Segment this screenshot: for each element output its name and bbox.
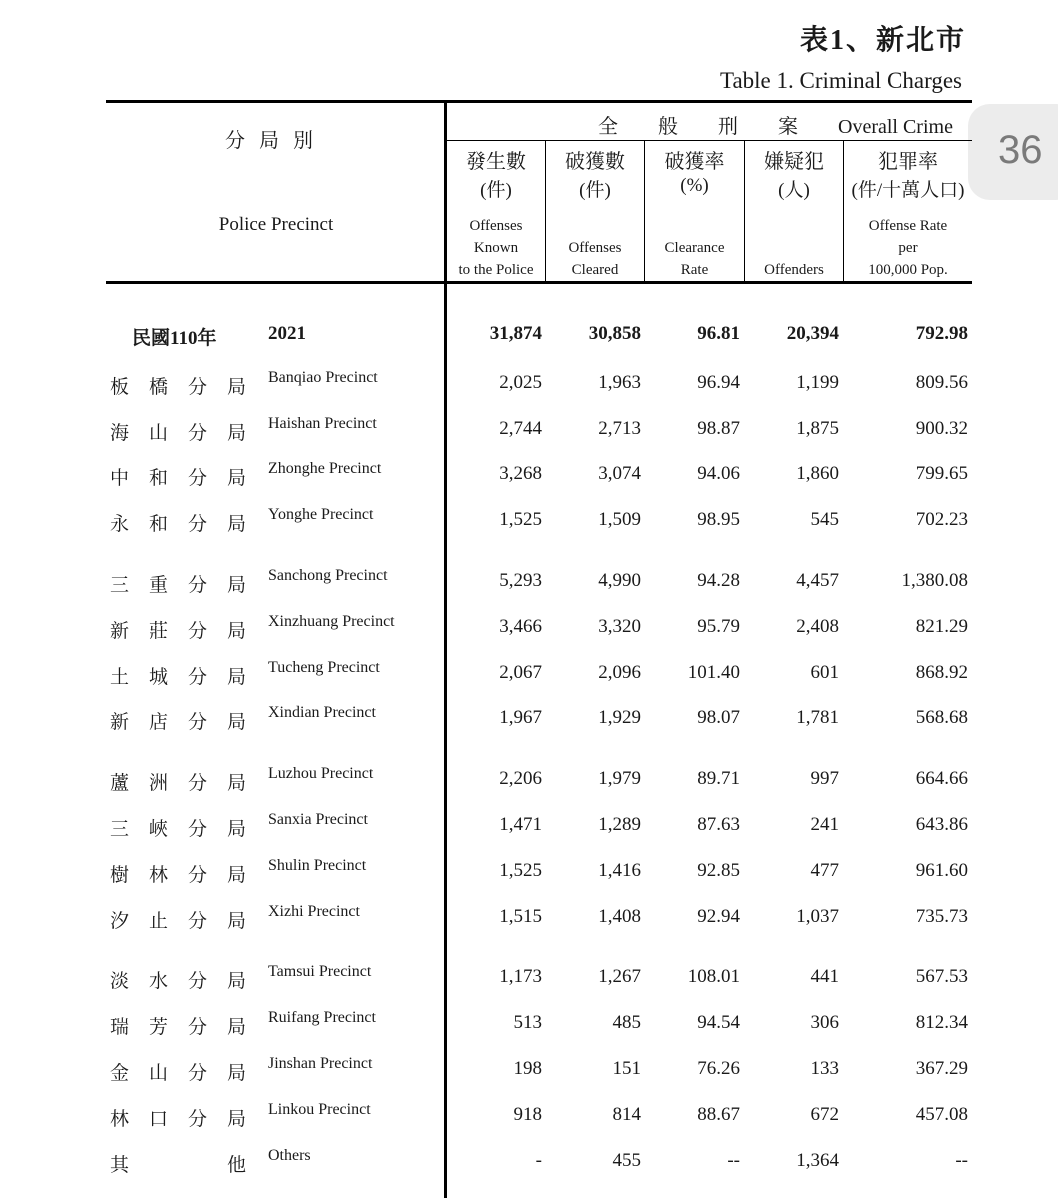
cell-offenses-cleared: 2,096 <box>598 662 641 683</box>
precinct-name-char: 分 <box>187 911 207 932</box>
precinct-name-char: 和 <box>148 514 168 535</box>
precinct-name-char: 口 <box>148 1109 168 1130</box>
precinct-name-zh <box>110 1012 246 1039</box>
precinct-name-char: 林 <box>148 865 168 886</box>
precinct-name-char: 局 <box>226 377 246 398</box>
cell-clearance-rate: 98.95 <box>697 509 740 530</box>
cell-offenses-known: 5,293 <box>499 570 542 591</box>
precinct-name-en: Luzhou Precinct <box>268 765 374 782</box>
precinct-header-en: Police Precinct <box>218 214 334 235</box>
cell-offenses-cleared: 1,267 <box>598 966 641 987</box>
table-row <box>0 963 1058 996</box>
cell-offenders: 133 <box>810 1058 839 1079</box>
precinct-name-en: Sanchong Precinct <box>268 567 388 584</box>
cell-offenders: 1,860 <box>796 463 839 484</box>
precinct-name-char: 局 <box>226 621 246 642</box>
precinct-name-char: 局 <box>226 819 246 840</box>
table-title-en: Table 1. Criminal Charges <box>720 68 962 93</box>
total-offense-rate: 792.98 <box>915 323 968 344</box>
precinct-name-zh <box>110 814 246 841</box>
precinct-name-en: Xizhi Precinct <box>268 903 360 920</box>
table-row <box>0 1147 1058 1180</box>
cell-clearance-rate: 94.28 <box>697 570 740 591</box>
cell-offenders: 601 <box>810 662 839 683</box>
cell-offenses-cleared: 1,509 <box>598 509 641 530</box>
cell-clearance-rate: 92.94 <box>697 906 740 927</box>
cell-clearance-rate: 108.01 <box>687 966 740 987</box>
precinct-name-char: 永 <box>110 514 130 535</box>
total-clearance-rate: 96.81 <box>697 323 740 344</box>
precinct-name-char: 峽 <box>148 819 168 840</box>
cell-offenses-cleared: 151 <box>612 1058 641 1079</box>
column-header-unit: (件/十萬人口) <box>851 180 965 201</box>
cell-clearance-rate: 87.63 <box>697 814 740 835</box>
precinct-name-en: Xindian Precinct <box>268 704 376 721</box>
cell-clearance-rate: -- <box>727 1150 740 1171</box>
table-row <box>0 369 1058 402</box>
cell-offenses-cleared: 485 <box>612 1012 641 1033</box>
precinct-name-char: 三 <box>110 575 130 596</box>
column-header-offense-rate <box>844 145 972 281</box>
precinct-name-zh <box>110 1104 246 1131</box>
column-header-en <box>447 215 545 281</box>
precinct-name-char: 局 <box>226 773 246 794</box>
cell-offenses-cleared: 2,713 <box>598 418 641 439</box>
cell-offenders: 306 <box>810 1012 839 1033</box>
precinct-name-char: 蘆 <box>110 773 130 794</box>
cell-offenders: 241 <box>810 814 839 835</box>
table-row <box>0 857 1058 890</box>
cell-offenders: 1,781 <box>796 707 839 728</box>
precinct-name-char: 汐 <box>110 911 130 932</box>
precinct-name-char: 局 <box>226 1017 246 1038</box>
column-header-en <box>745 259 843 281</box>
table-row <box>0 704 1058 737</box>
table-row <box>0 460 1058 493</box>
table-row <box>0 506 1058 539</box>
column-header-en <box>844 215 972 281</box>
cell-offenses-known: 1,515 <box>499 906 542 927</box>
precinct-name-en: Sanxia Precinct <box>268 811 368 828</box>
cell-offenses-cleared: 3,320 <box>598 616 641 637</box>
cell-offenses-cleared: 1,416 <box>598 860 641 881</box>
precinct-name-zh <box>110 860 246 887</box>
precinct-name-char: 板 <box>110 377 130 398</box>
precinct-name-en: Ruifang Precinct <box>268 1009 376 1026</box>
precinct-name-char: 局 <box>226 468 246 489</box>
cell-offenses-cleared: 814 <box>612 1104 641 1125</box>
cell-offense-rate: 1,380.08 <box>901 570 968 591</box>
cell-offenders: 2,408 <box>796 616 839 637</box>
column-header-zh: 發生數 <box>466 151 526 173</box>
precinct-name-char: 金 <box>110 1063 130 1084</box>
column-header-en <box>546 237 644 281</box>
precinct-name-char: 瑞 <box>110 1017 130 1038</box>
cell-offenders: 477 <box>810 860 839 881</box>
precinct-name-en: Tucheng Precinct <box>268 659 380 676</box>
column-header-en-line: Offense Rate <box>868 218 948 234</box>
precinct-name-char: 局 <box>226 865 246 886</box>
precinct-name-char: 局 <box>226 712 246 733</box>
cell-offenses-known: 2,067 <box>499 662 542 683</box>
cell-offense-rate: 643.86 <box>915 814 968 835</box>
precinct-name-en: Banqiao Precinct <box>268 369 378 386</box>
table-top-rule <box>106 100 972 103</box>
precinct-name-char: 樹 <box>110 865 130 886</box>
column-header-en-line: Known <box>473 240 519 256</box>
total-row <box>0 323 1058 353</box>
column-header-en-line: Offenses <box>568 240 622 256</box>
column-header-en-line: 100,000 Pop. <box>868 262 948 278</box>
cell-clearance-rate: 76.26 <box>697 1058 740 1079</box>
precinct-name-char: 水 <box>148 971 168 992</box>
total-offenses-cleared: 30,858 <box>588 323 641 344</box>
precinct-name-char: 分 <box>187 819 207 840</box>
table-row <box>0 415 1058 448</box>
precinct-name-char: 他 <box>226 1155 246 1176</box>
cell-offense-rate: 812.34 <box>915 1012 968 1033</box>
table-row <box>0 1055 1058 1088</box>
column-header-offenses-known <box>447 145 545 281</box>
table-row <box>0 765 1058 798</box>
precinct-name-char: 局 <box>226 667 246 688</box>
column-header-en-line: Offenses <box>469 218 523 234</box>
table-row <box>0 903 1058 936</box>
precinct-name-en: Tamsui Precinct <box>268 963 372 980</box>
precinct-name-char: 分 <box>187 468 207 489</box>
precinct-name-char: 新 <box>110 621 130 642</box>
cell-offenders: 545 <box>810 509 839 530</box>
precinct-name-char: 分 <box>187 865 207 886</box>
precinct-name-char: 莊 <box>148 621 168 642</box>
column-header-offenders <box>745 145 843 281</box>
precinct-name-en: Others <box>268 1147 311 1164</box>
column-header-en-line: per <box>898 240 918 256</box>
column-header-unit: (%) <box>680 175 709 196</box>
column-header-en-line: Clearance <box>664 240 725 256</box>
cell-clearance-rate: 89.71 <box>697 768 740 789</box>
cell-clearance-rate: 94.06 <box>697 463 740 484</box>
precinct-name-char: 中 <box>110 468 130 489</box>
precinct-name-char: 山 <box>148 1063 168 1084</box>
precinct-name-char: 海 <box>110 423 130 444</box>
cell-offense-rate: 735.73 <box>915 906 968 927</box>
column-header-en-line: Cleared <box>571 262 619 278</box>
column-header-offenses-cleared <box>546 145 644 281</box>
precinct-name-zh <box>110 418 246 445</box>
cell-offense-rate: 702.23 <box>915 509 968 530</box>
precinct-name-char: 新 <box>110 712 130 733</box>
precinct-name-char: 芳 <box>148 1017 168 1038</box>
precinct-name-zh <box>110 372 246 399</box>
table-row <box>0 1009 1058 1042</box>
cell-offenses-known: 2,744 <box>499 418 542 439</box>
precinct-name-char: 分 <box>187 621 207 642</box>
precinct-name-char: 局 <box>226 575 246 596</box>
cell-clearance-rate: 96.94 <box>697 372 740 393</box>
cell-offenses-cleared: 1,289 <box>598 814 641 835</box>
precinct-name-char: 重 <box>148 575 168 596</box>
cell-offenses-known: 2,206 <box>499 768 542 789</box>
cell-offenses-known: 1,173 <box>499 966 542 987</box>
precinct-name-char: 局 <box>226 1063 246 1084</box>
cell-offense-rate: 367.29 <box>915 1058 968 1079</box>
precinct-name-char: 淡 <box>110 971 130 992</box>
cell-offenses-cleared: 455 <box>612 1150 641 1171</box>
precinct-name-en: Haishan Precinct <box>268 415 377 432</box>
precinct-name-char: 分 <box>187 1109 207 1130</box>
precinct-name-char: 分 <box>187 667 207 688</box>
cell-offenders: 1,199 <box>796 372 839 393</box>
precinct-name-char: 分 <box>187 377 207 398</box>
cell-offense-rate: 900.32 <box>915 418 968 439</box>
cell-offenders: 672 <box>810 1104 839 1125</box>
cell-offenses-known: 1,471 <box>499 814 542 835</box>
precinct-name-en: Linkou Precinct <box>268 1101 371 1118</box>
precinct-name-en: Shulin Precinct <box>268 857 367 874</box>
precinct-name-char: 洲 <box>148 773 168 794</box>
table-row <box>0 811 1058 844</box>
precinct-name-char: 和 <box>148 468 168 489</box>
precinct-name-zh <box>110 463 246 490</box>
cell-clearance-rate: 101.40 <box>687 662 740 683</box>
precinct-name-en: Jinshan Precinct <box>268 1055 373 1072</box>
column-header-en-line: to the Police <box>458 262 534 278</box>
precinct-name-char: 城 <box>148 667 168 688</box>
table-row <box>0 613 1058 646</box>
precinct-name-char: 橋 <box>148 377 168 398</box>
overall-crime-en: Overall Crime <box>838 116 953 138</box>
precinct-name-char: 土 <box>110 667 130 688</box>
total-offenders: 20,394 <box>786 323 839 344</box>
precinct-name-zh <box>110 570 246 597</box>
cell-offenses-known: - <box>535 1150 542 1171</box>
precinct-name-char: 局 <box>226 911 246 932</box>
cell-offenses-known: 1,967 <box>499 707 542 728</box>
precinct-name-char: 分 <box>187 1017 207 1038</box>
cell-offenses-known: 1,525 <box>499 860 542 881</box>
precinct-name-char: 分 <box>187 423 207 444</box>
total-label-zh: 民國110年 <box>132 328 217 349</box>
column-header-en-line: Offenders <box>764 262 824 278</box>
table-row <box>0 1101 1058 1134</box>
column-header-unit: (件) <box>579 180 611 201</box>
cell-offenses-known: 513 <box>513 1012 542 1033</box>
cell-offenders: 997 <box>810 768 839 789</box>
precinct-name-zh <box>110 768 246 795</box>
page-number-tab[interactable] <box>968 104 1058 200</box>
cell-clearance-rate: 92.85 <box>697 860 740 881</box>
cell-clearance-rate: 98.07 <box>697 707 740 728</box>
precinct-name-char: 止 <box>148 911 168 932</box>
cell-clearance-rate: 94.54 <box>697 1012 740 1033</box>
cell-offenses-cleared: 1,929 <box>598 707 641 728</box>
cell-offenders: 441 <box>810 966 839 987</box>
precinct-name-char: 分 <box>187 971 207 992</box>
cell-offenders: 1,364 <box>796 1150 839 1171</box>
cell-offense-rate: 809.56 <box>915 372 968 393</box>
cell-offenders: 1,875 <box>796 418 839 439</box>
cell-offense-rate: 961.60 <box>915 860 968 881</box>
cell-offenses-cleared: 4,990 <box>598 570 641 591</box>
precinct-name-char: 林 <box>110 1109 130 1130</box>
precinct-name-zh <box>110 662 246 689</box>
overall-crime-header <box>598 110 953 139</box>
total-offenses-known: 31,874 <box>489 323 542 344</box>
precinct-name-char: 店 <box>148 712 168 733</box>
column-header-en-line: Rate <box>680 262 709 278</box>
precinct-name-char: 分 <box>187 575 207 596</box>
cell-offense-rate: 821.29 <box>915 616 968 637</box>
cell-offenses-known: 918 <box>513 1104 542 1125</box>
cell-clearance-rate: 98.87 <box>697 418 740 439</box>
cell-clearance-rate: 95.79 <box>697 616 740 637</box>
column-header-zh: 犯罪率 <box>878 151 938 173</box>
precinct-name-zh <box>110 906 246 933</box>
precinct-name-zh <box>110 707 246 734</box>
cell-offense-rate: 567.53 <box>915 966 968 987</box>
cell-offenses-cleared: 3,074 <box>598 463 641 484</box>
cell-offenses-known: 2,025 <box>499 372 542 393</box>
overall-crime-zh: 全般刑案 <box>598 116 838 138</box>
cell-offense-rate: 457.08 <box>915 1104 968 1125</box>
cell-offense-rate: 664.66 <box>915 768 968 789</box>
cell-offenders: 1,037 <box>796 906 839 927</box>
cell-offenders: 4,457 <box>796 570 839 591</box>
cell-clearance-rate: 88.67 <box>697 1104 740 1125</box>
precinct-name-char: 局 <box>226 971 246 992</box>
precinct-name-char: 局 <box>226 423 246 444</box>
cell-offenses-cleared: 1,979 <box>598 768 641 789</box>
table-row <box>0 659 1058 692</box>
precinct-name-zh <box>110 966 246 993</box>
precinct-name-char: 三 <box>110 819 130 840</box>
cell-offenses-known: 3,268 <box>499 463 542 484</box>
column-header-zh: 嫌疑犯 <box>764 151 824 173</box>
header-bottom-rule <box>106 281 972 284</box>
cell-offenses-known: 198 <box>513 1058 542 1079</box>
cell-offense-rate: -- <box>955 1150 968 1171</box>
precinct-name-zh <box>110 509 246 536</box>
table-title-zh: 表1、新北市 <box>799 25 966 56</box>
column-header-zh: 破獲率 <box>664 151 725 173</box>
precinct-name-char: 局 <box>226 1109 246 1130</box>
column-header-unit: (件) <box>480 180 512 201</box>
column-header-unit: (人) <box>778 180 810 201</box>
precinct-name-char: 分 <box>187 773 207 794</box>
cell-offenses-known: 3,466 <box>499 616 542 637</box>
precinct-name-char: 分 <box>187 712 207 733</box>
cell-offense-rate: 799.65 <box>915 463 968 484</box>
column-header-zh: 破獲數 <box>565 151 625 173</box>
precinct-name-zh <box>110 616 246 643</box>
precinct-name-char: 局 <box>226 514 246 535</box>
precinct-name-en: Yonghe Precinct <box>268 506 374 523</box>
precinct-name-zh <box>110 1150 246 1177</box>
precinct-name-char: 分 <box>187 1063 207 1084</box>
cell-offenses-cleared: 1,408 <box>598 906 641 927</box>
header-inner-rule <box>447 140 972 141</box>
cell-offenses-cleared: 1,963 <box>598 372 641 393</box>
precinct-name-char: 分 <box>187 514 207 535</box>
cell-offenses-known: 1,525 <box>499 509 542 530</box>
precinct-header-zh: 分局別 <box>225 130 327 152</box>
table-row <box>0 567 1058 600</box>
cell-offense-rate: 568.68 <box>915 707 968 728</box>
column-header-clearance-rate <box>645 145 744 281</box>
precinct-name-zh <box>110 1058 246 1085</box>
page-number: 36 <box>998 128 1043 172</box>
precinct-name-char: 山 <box>148 423 168 444</box>
total-label-en: 2021 <box>268 323 306 344</box>
precinct-name-en: Xinzhuang Precinct <box>268 613 395 630</box>
precinct-name-en: Zhonghe Precinct <box>268 460 382 477</box>
column-header-en <box>645 237 744 281</box>
precinct-name-char: 其 <box>110 1155 130 1176</box>
cell-offense-rate: 868.92 <box>915 662 968 683</box>
